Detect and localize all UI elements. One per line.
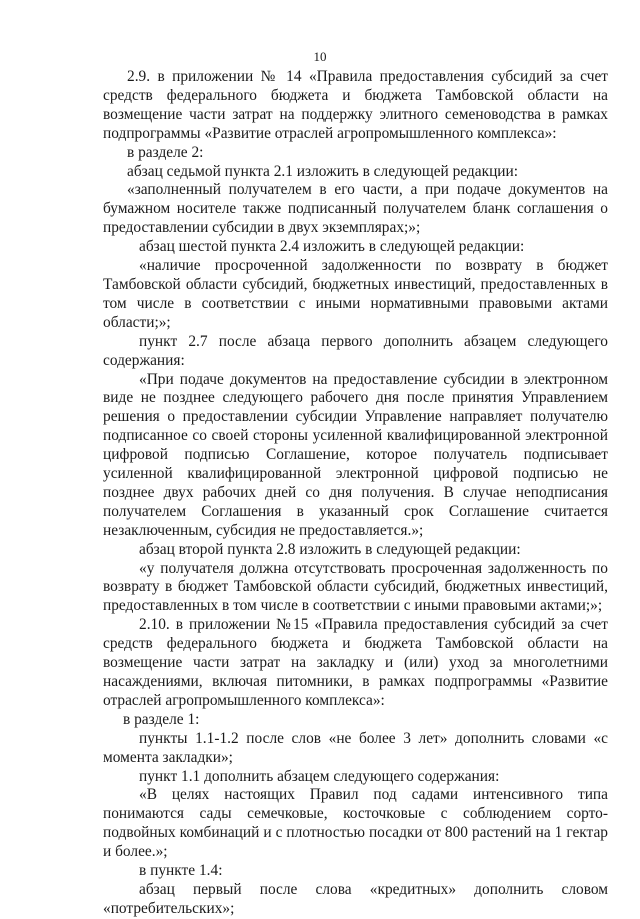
paragraph-1-1-1-2-instruction: пункты 1.1-1.2 после слов «не более 3 лет» дополнить словами «с момента закладки»;: [103, 729, 608, 766]
paragraph-2-4-instruction: абзац шестой пункта 2.4 изложить в следующей редакции:: [139, 238, 525, 256]
paragraph-2-7-instruction: пункт 2.7 после абзаца первого дополнить абзацем следующего содержания:: [103, 332, 608, 369]
paragraph-1-1-instruction: пункт 1.1 дополнить абзацем следующего содержания:: [139, 767, 500, 785]
paragraph-section-1: в разделе 1:: [123, 710, 200, 728]
paragraph-2-4-text: «наличие просроченной задолженности по возврату в бюджет Тамбовской области субсидий, бюджетных инвестиций, предоставленных в том числе в соответствии с иными нормативными правовыми актами области;»;: [103, 257, 608, 331]
paragraph-1-4-heading: в пункте 1.4:: [139, 862, 223, 880]
paragraph-2-9-intro: 2.9. в приложении № 14 «Правила предоставления субсидий за счет средств федерального бюджета и бюджета Тамбовской области на возмещение части затрат на поддержку элитного семеноводства в рамках подпрограммы «Развитие отраслей агропромышленного комплекса»:: [103, 68, 608, 142]
paragraph-section-2: в разделе 2:: [127, 143, 204, 161]
page-number: 10: [313, 49, 327, 64]
paragraph-1-4-instruction: абзац первый после слова «кредитных» дополнить словом «потребительских»;: [103, 880, 608, 917]
paragraph-2-1-text: «заполненный получателем в его части, а при подаче документов на бумажном носителе также подписанный получателем бланк соглашения о предоставлении субсидии в двух экземплярах;»;: [103, 181, 608, 237]
paragraph-2-8-instruction: абзац второй пункта 2.8 изложить в следующей редакции:: [139, 540, 521, 558]
paragraph-2-10-intro: 2.10. в приложении №15 «Правила предоставления субсидий за счет средств федерального бюджета и бюджета Тамбовской области на возмещение части затрат на закладку и (или) уход за многолетними насаждениями, включая питомники, в рамках подпрограммы «Развитие отраслей агропромышленного комплекса»:: [103, 616, 608, 709]
document-body: [103, 68, 608, 919]
paragraph-2-7-text: «При подаче документов на предоставление субсидии в электронном виде не позднее следующего рабочего дня после принятия Управлением решения о предоставлении субсидии Управление направляет получателю подписанное со своей стороны усиленной квалифицированной электронной цифровой подписью Соглашение, которое получатель подписывает усиленной квалифицированной электронной цифровой подписью не позднее двух рабочих дней со дня получения. В случае неподписания получателем Соглашения в указанный срок Соглашение считается незаключенным, субсидия не предоставляется.»;: [103, 370, 608, 539]
paragraph-2-8-text: «у получателя должна отсутствовать просроченная задолженность по возврату в бюджет Тамбовской области субсидий, бюджетных инвестиций, предоставленных в том числе в соответствии с иными правовыми актами;»;: [103, 559, 608, 615]
paragraph-1-1-text: «В целях настоящих Правил под садами интенсивного типа понимаются сады семечковые, косточковые с соблюдением сорто-подвойных комбинаций и с плотностью посадки от 800 растений на 1 гектар и более.»;: [103, 786, 608, 861]
paragraph-2-1-instruction: абзац седьмой пункта 2.1 изложить в следующей редакции:: [127, 162, 519, 180]
